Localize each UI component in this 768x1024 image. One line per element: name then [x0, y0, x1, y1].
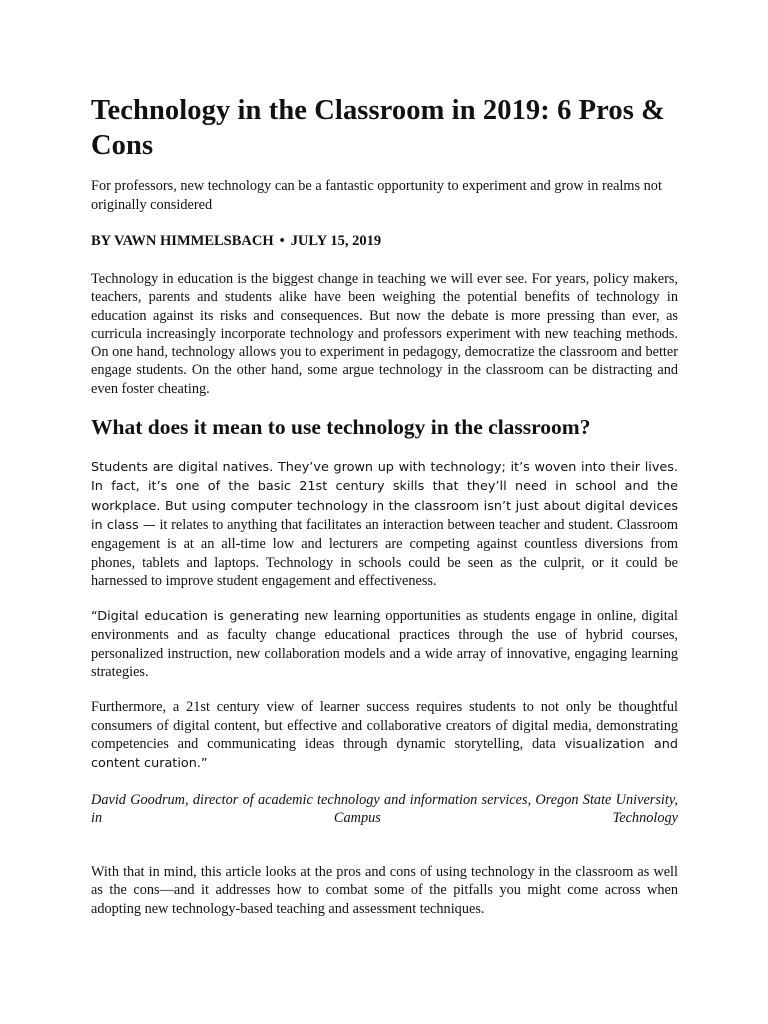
closing-paragraph: With that in mind, this article looks at the pros and cons of using technology in the classroom as well as the cons—and it addresses how to combat some of the pitfalls you might come across when adopting new technology-based teaching and assessment techniques.	[91, 864, 678, 917]
quote-paragraph-2-sans-run: visualization and content curation.”	[91, 736, 678, 772]
article-title: Technology in the Classroom in 2019: 6 Pros & Cons	[91, 95, 666, 161]
quote-attribution: David Goodrum, director of academic technology and information services, Oregon State University, in Campus Technology	[91, 791, 678, 826]
body-paragraph-1-serif-run: it relates to anything that facilitates an interaction between teacher and student. Classroom engagement is at an all-time low and lecturers are competing against countless diversions from phones, tablets and laptops. Technology in schools could be seen as the culprit, or it could be harnessed to improve student engagement and effectiveness.	[91, 516, 678, 589]
body-paragraph-1	[91, 458, 678, 590]
article-subtitle: For professors, new technology can be a fantastic opportunity to experiment and grow in realms not originally considered	[91, 178, 662, 213]
section-heading: What does it mean to use technology in the classroom?	[91, 415, 591, 440]
body-paragraph-1-sans-run: Students are digital natives. They’ve grown up with technology; it’s woven into their lives. In fact, it’s one of the basic 21st century skills that they’ll need in school and the workplace. But using computer technology in the classroom isn’t just about digital devices in class —	[91, 460, 678, 533]
byline-author: BY VAWN HIMMELSBACH	[91, 233, 274, 249]
quote-paragraph-2-serif-run: Furthermore, a 21st century view of learner success requires students to not only be thoughtful consumers of digital content, but effective and collaborative creators of digital media, demonstrating competencies and communicating ideas through dynamic storytelling, data	[91, 699, 678, 752]
quote-paragraph-1-serif-run: new learning opportunities as students engage in online, digital environments and as faculty change educational practices through the use of hybrid courses, personalized instruction, new collaboration models and a wide array of innovative, engaging learning strategies.	[91, 608, 678, 681]
quote-paragraph-2	[91, 698, 678, 773]
intro-paragraph: Technology in education is the biggest change in teaching we will ever see. For years, policy makers, teachers, parents and students alike have been weighing the potential benefits of technology in education against its risks and consequences. But now the debate is more pressing than ever, as curricula increasingly incorporate technology and professors experiment with new teaching methods. On one hand, technology allows you to experiment in pedagogy, democratize the classroom and better engage students. On the other hand, some argue technology in the classroom can be distracting and even foster cheating.	[91, 271, 678, 397]
quote-paragraph-1-sans-run: “Digital education is generating	[91, 609, 300, 625]
byline-separator: •	[279, 233, 285, 249]
byline-date: JULY 15, 2019	[290, 233, 382, 249]
quote-paragraph-1	[91, 607, 678, 681]
byline	[91, 232, 678, 251]
